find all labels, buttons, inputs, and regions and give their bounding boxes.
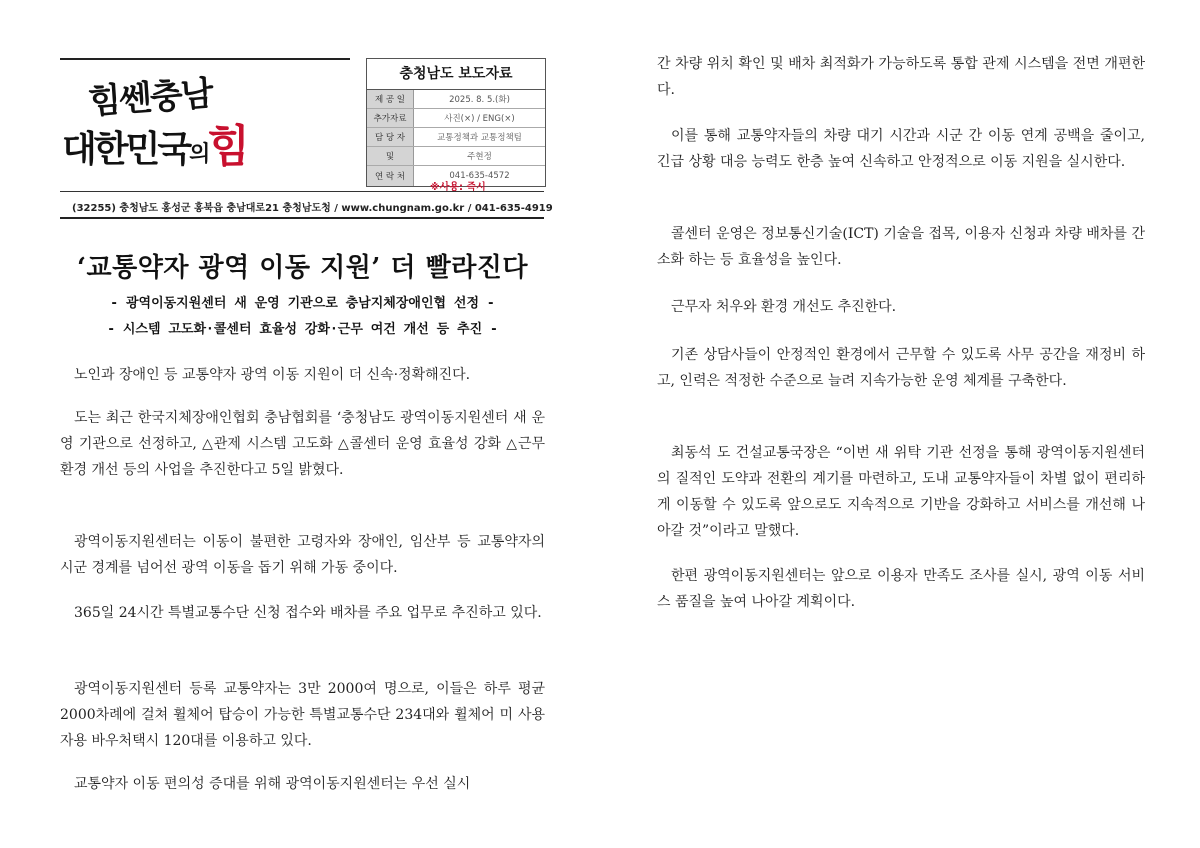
slogan-accent: 힘 — [207, 121, 247, 172]
body-paragraph: 노인과 장애인 등 교통약자 광역 이동 지원이 더 신속·정확해진다. — [74, 367, 471, 383]
slogan-line-2 — [62, 110, 247, 174]
info-value: 교통정책과 교통정책팀 — [437, 133, 522, 143]
body-paragraph: 근무자 처우와 환경 개선도 추진한다. — [671, 299, 897, 315]
info-row-date — [367, 90, 545, 109]
info-row-contact-person — [367, 147, 545, 166]
subheadline-2: - 시스템 고도화·콜센터 효율성 강화·근무 여건 개선 등 추진 - — [107, 322, 498, 337]
subheadline-1: - 광역이동지원센터 새 운영 기관으로 충남지체장애인협 선정 - — [110, 296, 495, 311]
info-key: 추가자료 — [367, 109, 414, 127]
info-value: 041-635-4572 — [449, 171, 510, 181]
header-top-rule — [60, 58, 350, 60]
body-paragraph: 광역이동지원센터는 이동이 불편한 고령자와 장애인, 임산부 등 교통약자의 시군 경계를 넘어선 광역 이동을 돕기 위해 가동 중이다. — [60, 534, 546, 576]
slogan-main: 대한민국 — [62, 129, 190, 170]
info-value: 주현정 — [467, 152, 492, 162]
body-paragraph: 최동석 도 건설교통국장은 “이번 새 위탁 기관 선정을 통해 광역이동지원센터의 질적인 도약과 전환의 계기를 마련하고, 도내 교통약자들이 차별 없이 편리하게 이동할 수 있도록 앞으로도 지속적으로 기반을 강화하고 서비스를 개선해 나아갈 것”이라고 말했다. — [657, 445, 1145, 539]
info-key: 연 락 처 — [367, 166, 414, 186]
body-paragraph: 도는 최근 한국지체장애인협회 충남협회를 ‘충청남도 광역이동지원센터 새 운영 기관으로 선정하고, △관제 시스템 고도화 △콜센터 운영 효율성 강화 △근무 환경 개선 등의 사업을 추진한다고 5일 밝혔다. — [60, 410, 545, 478]
body-paragraph: 기존 상담사들이 안정적인 환경에서 근무할 수 있도록 사무 공간을 재정비 하고, 인력은 적정한 수준으로 늘려 지속가능한 운영 체계를 구축한다. — [657, 347, 1145, 389]
info-value: 사진(×) / ENG(×) — [444, 114, 515, 124]
body-paragraph: 365일 24시간 특별교통수단 신청 접수와 배차를 주요 업무로 추진하고 있다. — [74, 605, 542, 621]
address-bottom-rule — [60, 217, 544, 219]
release-notice: ※사용: 즉시 — [430, 182, 486, 193]
press-info-table — [366, 58, 546, 187]
office-address: (32255) 충청남도 홍성군 홍북읍 충남대로21 충청남도청 / www.chungnam.go.kr / 041-635-4919 — [72, 203, 553, 214]
info-row-department — [367, 128, 545, 147]
body-paragraph: 간 차량 위치 확인 및 배차 최적화가 가능하도록 통합 관제 시스템을 전면 개편한다. — [657, 56, 1145, 98]
slogan-line-1: 힘쎈충남 — [86, 73, 213, 123]
info-key: 및 — [367, 147, 414, 165]
body-paragraph: 광역이동지원센터 등록 교통약자는 3만 2000여 명으로, 이들은 하루 평균 2000차례에 걸쳐 휠체어 탑승이 가능한 특별교통수단 234대와 휠체어 미 사용자용 바우처택시 120대를 이용하고 있다. — [60, 681, 545, 749]
address-top-rule — [60, 191, 544, 192]
info-value: 2025. 8. 5.(화) — [449, 95, 510, 105]
slogan-particle: 의 — [189, 142, 208, 167]
body-paragraph: 이를 통해 교통약자들의 차량 대기 시간과 시군 간 이동 연계 공백을 줄이고, 긴급 상황 대응 능력도 한층 높여 신속하고 안정적으로 이동 지원을 실시한다. — [657, 128, 1145, 170]
info-key: 담 당 자 — [367, 128, 414, 146]
body-paragraph: 콜센터 운영은 정보통신기술(ICT) 기술을 접목, 이용자 신청과 차량 배차를 간소화 하는 등 효율성을 높인다. — [657, 226, 1145, 268]
body-paragraph: 교통약자 이동 편의성 증대를 위해 광역이동지원센터는 우선 실시 — [74, 776, 471, 792]
slogan-logo — [60, 70, 290, 172]
info-row-attachments — [367, 109, 545, 128]
press-info-header: 충청남도 보도자료 — [367, 59, 545, 90]
body-paragraph: 한편 광역이동지원센터는 앞으로 이용자 만족도 조사를 실시, 광역 이동 서비스 품질을 높여 나아갈 계획이다. — [657, 568, 1145, 610]
info-key: 제 공 일 — [367, 90, 414, 108]
headline: ‘교통약자 광역 이동 지원’ 더 빨라진다 — [76, 253, 529, 283]
